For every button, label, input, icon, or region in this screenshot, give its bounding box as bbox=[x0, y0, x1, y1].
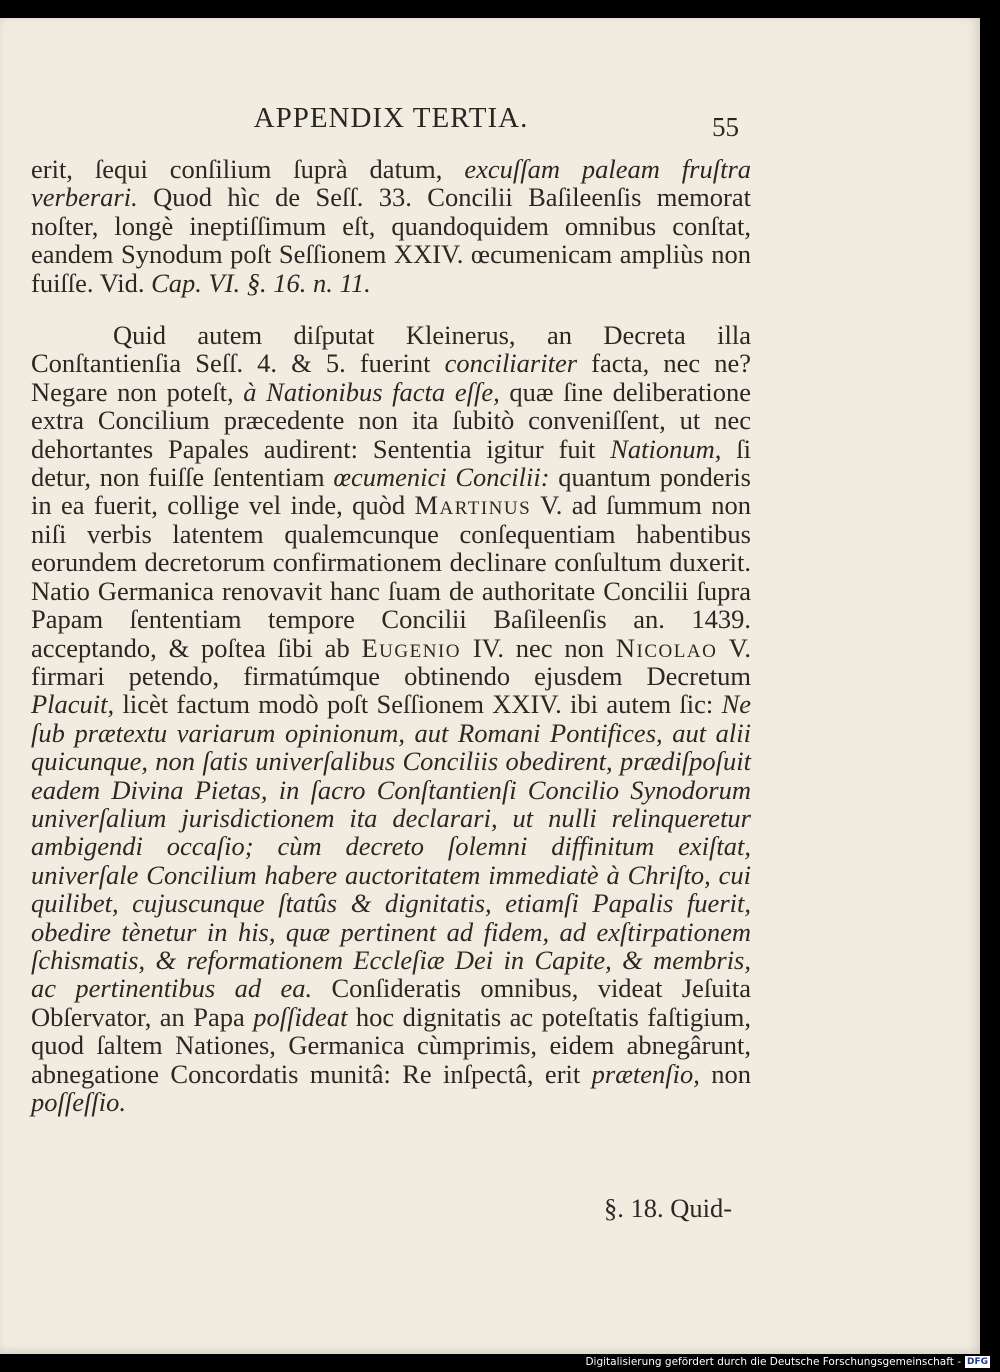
italic-quotation: Ne ſub prætextu variarum opinionum, aut Romani Pontifices, aut alii quicunque, non ſatis univerſalibus Conciliis obedirent, prædiſpoſuit eadem Divina Pietas, in ſacro Conſtantienſi Concilio Synodorum univerſalium jurisdictionem ita declarari, ut nulli relinqueretur ambigendi occaſio; cùm decreto ſolemni diffinitum exiſtat, univerſale Concilium habere auctoritatem immediatè à Chriſto, cui quilibet, cujuscunque ſtatûs & dignitatis, etiamſi Papalis fuerit, obedire tènetur in his, quæ pertinent ad fidem, ad exſtirpationem ſchismatis, & reformationem Eccleſiæ Dei in Capite, & membris, ac pertinentibus ad ea. bbox=[31, 689, 751, 1004]
dfg-logo-icon: DFG bbox=[966, 1357, 988, 1367]
text-run: Conſideratis omnibus, videat Jeſuita Obſervator, an Papa bbox=[31, 973, 751, 1032]
text-run: quantum ponderis in ea fuerit, collige vel inde, quòd bbox=[31, 462, 751, 521]
paragraph bbox=[31, 155, 751, 297]
funding-credit: Digitalisierung gefördert durch die Deutsche Forschungsgemeinschaft - bbox=[585, 1356, 961, 1368]
text-run: Quod hìc de Seſſ. 33. Concilii Baſileenſis memorat noſter, longè ineptiſſimum eſt, quandoquidem omnibus conſtat, eandem Synodum poſt Seſſionem XXIV. œcumenicam ampliùs non fuiſſe. Vid. bbox=[31, 182, 751, 298]
catchword: §. 18. Quid- bbox=[604, 1193, 733, 1223]
page-number: 55 bbox=[712, 112, 739, 142]
italic-run: conciliariter bbox=[444, 348, 578, 379]
book-page bbox=[0, 18, 980, 1354]
small-caps-name: Nicolao bbox=[615, 632, 718, 663]
text-run: quæ ſine deliberatione extra Concilium præcedente non ita ſubitò conveniſſent, ut nec dehortantes Papales audirent: Sententia igitur fuit bbox=[31, 376, 751, 464]
small-caps-name: Eugenio bbox=[361, 632, 462, 663]
running-title: APPENDIX TERTIA. bbox=[253, 102, 529, 134]
italic-run: prætenſio, bbox=[591, 1058, 700, 1089]
text-run: Quid autem diſputat Kleinerus, an Decreta illa Conſtantienſia Seſſ. 4. & 5. fuerint bbox=[31, 320, 751, 379]
italic-run: Placuit, bbox=[31, 689, 115, 720]
digitization-footer bbox=[585, 1354, 990, 1370]
paragraph bbox=[31, 321, 751, 1116]
italic-run: Cap. VI. §. 16. n. 11. bbox=[151, 267, 371, 298]
italic-run: excuſſam paleam fruſtra verberari. bbox=[31, 154, 752, 213]
page-header bbox=[0, 100, 980, 140]
small-caps-name: Martinus bbox=[414, 490, 532, 521]
text-body bbox=[31, 155, 751, 1116]
text-run: licèt factum modò poſt Seſſionem XXIV. ibi autem ſic: bbox=[114, 689, 722, 720]
text-run: erit, ſequi conſilium ſuprà datum, bbox=[31, 154, 465, 184]
italic-run: poſſideat bbox=[253, 1001, 348, 1032]
italic-run: poſſeſſio. bbox=[31, 1087, 126, 1117]
text-run: IV. nec non bbox=[461, 632, 616, 663]
italic-run: à Nationibus facta eſſe, bbox=[243, 376, 500, 407]
italic-run: Nationum, bbox=[610, 433, 722, 464]
text-run: hoc dignitatis ac poteſtatis faſtigium, quod ſaltem Nationes, Germanica cùmprimis, eidem abnegârunt, abnegatione Concordatis munitâ: Re inſpectâ, erit bbox=[31, 1001, 752, 1089]
text-run: ſi detur, non fuiſſe ſententiam bbox=[31, 433, 752, 493]
italic-run: œcumenici Concilii: bbox=[333, 462, 550, 493]
text-run: facta, nec ne? Negare non poteſt, bbox=[31, 348, 751, 407]
text-run: non bbox=[699, 1058, 751, 1089]
text-run: V. firmari petendo, firmatúmque obtinendo ejusdem Decretum bbox=[31, 632, 751, 691]
text-run: V. ad ſummum non niſi verbis latentem qualemcunque conſequentiam habentibus eorundem decretorum confirmationem declinare conſultum duxerit. Natio Germanica renovavit hanc ſuam de authoritate Concilii ſupra Papam ſententiam tempore Concilii Baſileenſis an. 1439. acceptando, & poſtea ſibi ab bbox=[31, 490, 751, 663]
